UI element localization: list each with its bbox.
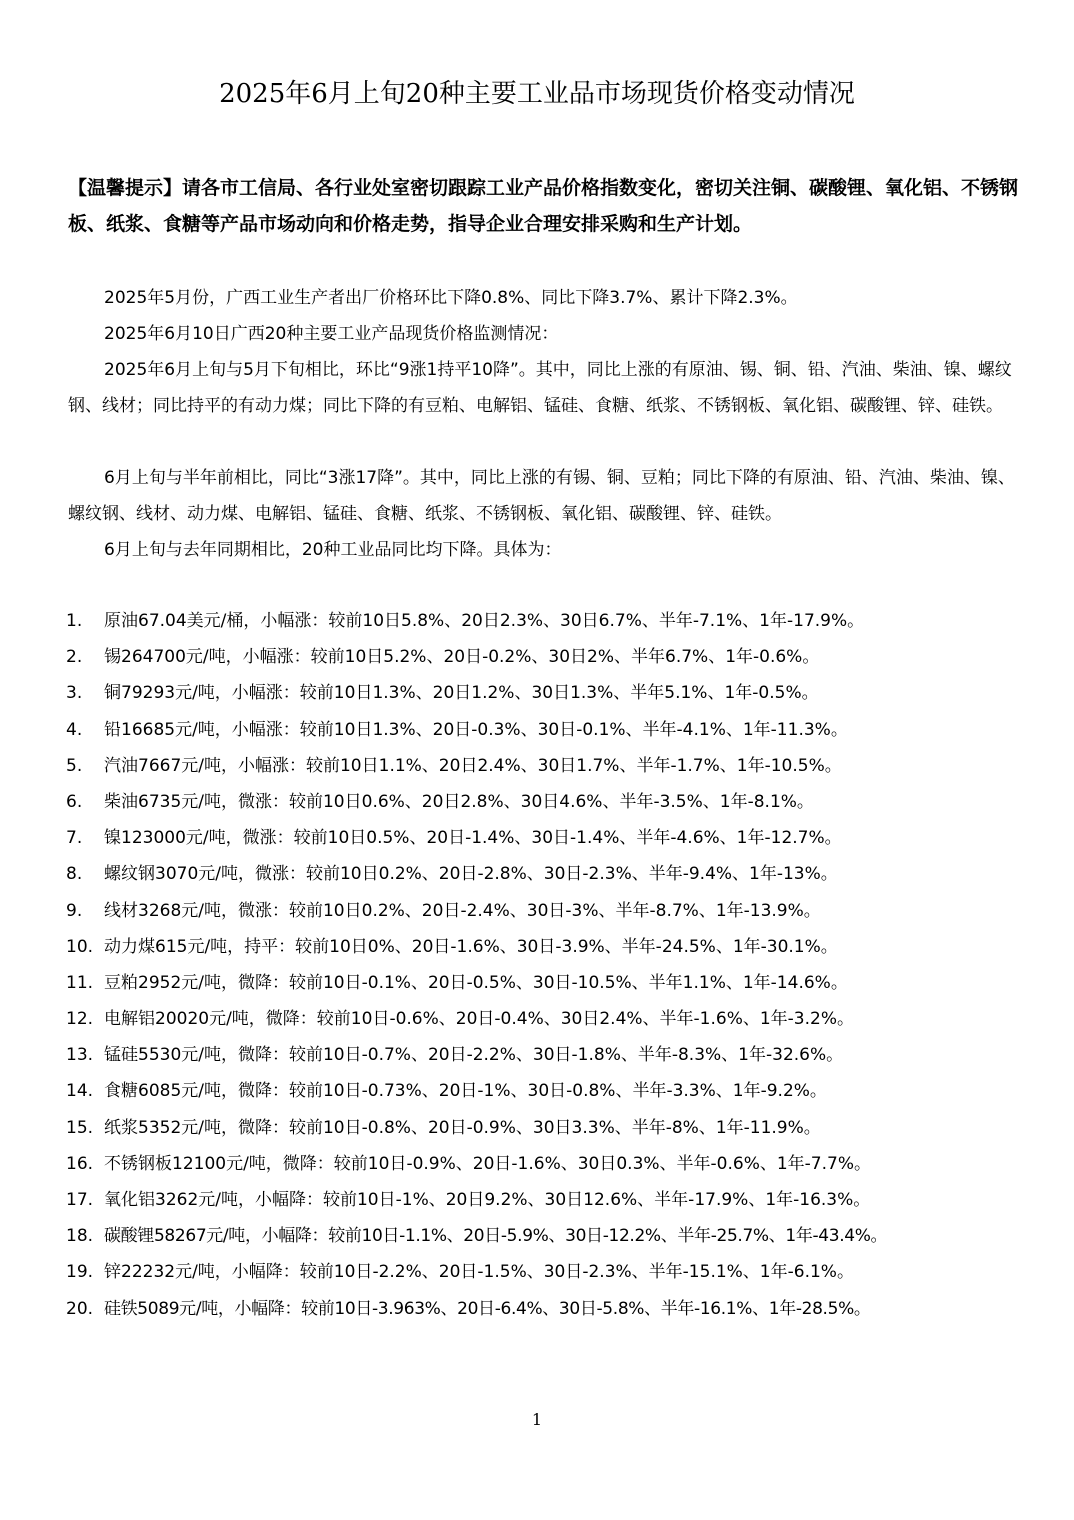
item-number: 11. [66,972,94,993]
page-number: 1 [531,1410,543,1429]
item-number: 19. [66,1262,94,1283]
list-item [66,675,1026,711]
list-item [66,603,1026,639]
list-item [66,856,1026,892]
item-number: 10. [66,936,94,957]
item-text: 锰硅5530元/吨，微降：较前10日-0.7%、20日-2.2%、30日-1.8%、半年-8.3%、1年-32.6%。 [104,1045,844,1066]
list-item [66,1182,1026,1218]
item-text: 电解铝20020元/吨，微降：较前10日-0.6%、20日-0.4%、30日2.4%、半年-1.6%、1年-3.2%。 [104,1009,854,1030]
item-text: 不锈钢板12100元/吨，微降：较前10日-0.9%、20日-1.6%、30日0.3%、半年-0.6%、1年-7.7%。 [104,1153,871,1174]
list-item [66,929,1026,965]
list-item [66,784,1026,820]
item-number: 2. [66,647,83,668]
item-number: 7. [66,828,83,849]
list-item [66,1110,1026,1146]
item-text: 原油67.04美元/桶，小幅涨：较前10日5.8%、20日2.3%、30日6.7%、半年-7.1%、1年-17.9%。 [104,611,865,631]
list-item [66,748,1026,784]
item-number: 1. [66,611,83,631]
price-list [66,603,1026,1327]
document-title: 2025年6月上旬20种主要工业品市场现货价格变动情况 [219,79,855,109]
list-item [66,965,1026,1001]
list-item [66,1146,1026,1182]
half-year-paragraph: 6月上旬与半年前相比，同比“3涨17降”。其中，同比上涨的有锡、铜、豆粕；同比下降的有原油、铅、汽油、柴油、镍、螺纹钢、线材、动力煤、电解铝、锰硅、食糖、纸浆、不锈钢板、氧化铝、碳酸锂、锌、硅铁。 [68,468,1015,524]
list-item [66,712,1026,748]
item-number: 3. [66,683,83,704]
list-item [66,1254,1026,1290]
notice-paragraph: 【温馨提示】请各市工信局、各行业处室密切跟踪工业产品价格指数变化，密切关注铜、碳酸锂、氧化铝、不锈钢板、纸浆、食糖等产品市场动向和价格走势，指导企业合理安排采购和生产计划。 [68,177,1019,235]
item-text: 锡264700元/吨，小幅涨：较前10日5.2%、20日-0.2%、30日2%、半年6.7%、1年-0.6%。 [104,647,820,668]
item-text: 线材3268元/吨，微涨：较前10日0.2%、20日-2.4%、30日-3%、半年-8.7%、1年-13.9%。 [104,900,821,921]
item-text: 碳酸锂58267元/吨，小幅降：较前10日-1.1%、20日-5.9%、30日-12.2%、半年-25.7%、1年-43.4%。 [104,1226,888,1247]
list-item [66,1291,1026,1327]
list-item [66,820,1026,856]
item-number: 13. [66,1045,94,1066]
item-text: 锌22232元/吨，小幅降：较前10日-2.2%、20日-1.5%、30日-2.3%、半年-15.1%、1年-6.1%。 [104,1262,854,1283]
item-text: 动力煤615元/吨，持平：较前10日0%、20日-1.6%、30日-3.9%、半年-24.5%、1年-30.1%。 [104,936,838,957]
list-item [66,639,1026,675]
item-text: 硅铁5089元/吨，小幅降：较前10日-3.963%、20日-6.4%、30日-5.8%、半年-16.1%、1年-28.5%。 [104,1298,871,1319]
item-text: 氧化铝3262元/吨，小幅降：较前10日-1%、20日9.2%、30日12.6%、半年-17.9%、1年-16.3%。 [104,1190,871,1210]
item-text: 铜79293元/吨，小幅涨：较前10日1.3%、20日1.2%、30日1.3%、半年5.1%、1年-0.5%。 [104,683,819,704]
item-number: 9. [66,900,83,921]
ppi-paragraph: 2025年5月份，广西工业生产者出厂价格环比下降0.8%、同比下降3.7%、累计下降2.3%。 [104,288,798,308]
item-text: 螺纹钢3070元/吨，微涨：较前10日0.2%、20日-2.8%、30日-2.3%、半年-9.4%、1年-13%。 [104,864,838,885]
item-text: 纸浆5352元/吨，微降：较前10日-0.8%、20日-0.9%、30日3.3%、半年-8%、1年-11.9%。 [104,1117,821,1138]
item-number: 5. [66,755,83,776]
list-item [66,1218,1026,1254]
item-number: 17. [66,1190,94,1210]
item-text: 汽油7667元/吨，小幅涨：较前10日1.1%、20日2.4%、30日1.7%、半年-1.7%、1年-10.5%。 [104,755,842,776]
item-number: 15. [66,1117,94,1138]
item-number: 4. [66,719,83,740]
list-item [66,1001,1026,1037]
item-text: 食糖6085元/吨，微降：较前10日-0.73%、20日-1%、30日-0.8%、半年-3.3%、1年-9.2%。 [104,1081,827,1102]
item-text: 镍123000元/吨，微涨：较前10日0.5%、20日-1.4%、30日-1.4%、半年-4.6%、1年-12.7%。 [104,828,842,849]
list-item [66,1073,1026,1109]
item-text: 铅16685元/吨，小幅涨：较前10日1.3%、20日-0.3%、30日-0.1%、半年-4.1%、1年-11.3%。 [104,719,848,740]
item-number: 6. [66,791,83,812]
monitoring-intro-paragraph: 2025年6月10日广西20种主要工业产品现货价格监测情况： [104,324,559,344]
item-text: 豆粕2952元/吨，微降：较前10日-0.1%、20日-0.5%、30日-10.5%、半年1.1%、1年-14.6%。 [104,972,848,993]
item-number: 12. [66,1009,94,1030]
item-number: 14. [66,1081,94,1102]
item-number: 20. [66,1298,94,1319]
list-item [66,893,1026,929]
item-number: 16. [66,1153,94,1174]
year-on-year-paragraph: 6月上旬与去年同期相比，20种工业品同比均下降。具体为： [104,540,562,560]
month-on-month-paragraph: 2025年6月上旬与5月下旬相比，环比“9涨1持平10降”。其中，同比上涨的有原油、锡、铜、铅、汽油、柴油、镍、螺纹钢、线材；同比持平的有动力煤；同比下降的有豆粕、电解铝、锰硅、食糖、纸浆、不锈钢板、氧化铝、碳酸锂、锌、硅铁。 [68,360,1012,416]
list-item [66,1037,1026,1073]
item-text: 柴油6735元/吨，微涨：较前10日0.6%、20日2.8%、30日4.6%、半年-3.5%、1年-8.1%。 [104,791,814,812]
item-number: 8. [66,864,83,885]
item-number: 18. [66,1226,94,1247]
